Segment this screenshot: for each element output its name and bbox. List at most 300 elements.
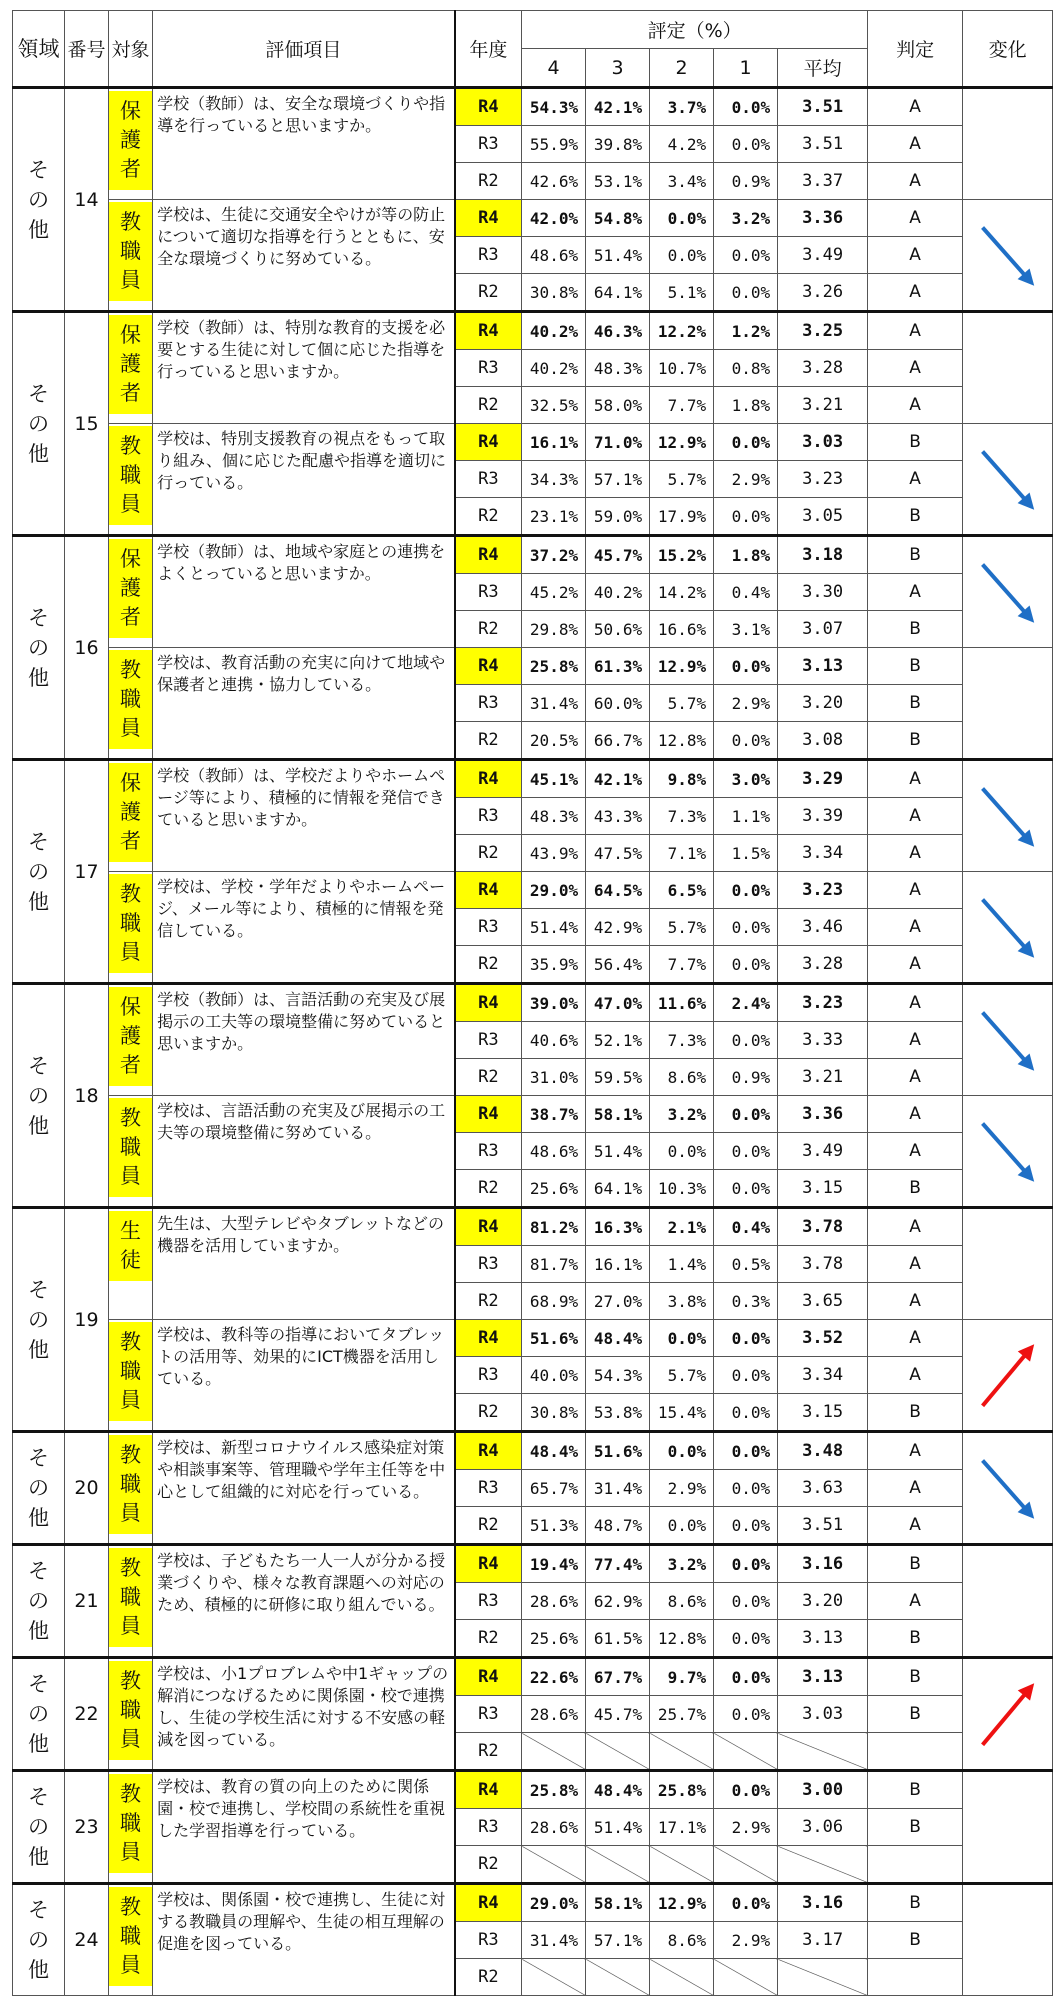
year-cell: R2 [455, 835, 522, 872]
rating-1-cell: 0.9% [714, 163, 778, 200]
header-item: 評価項目 [153, 11, 455, 88]
rating-3-cell: 60.0% [586, 685, 650, 722]
arrow-down-icon [963, 424, 1052, 534]
average-cell: 3.26 [778, 274, 868, 312]
year-cell: R4 [455, 1208, 522, 1246]
rating-3-cell-empty [586, 1959, 650, 1996]
rating-4-cell-empty [522, 1959, 586, 1996]
rating-4-cell: 81.2% [522, 1208, 586, 1246]
rating-2-cell: 3.8% [650, 1283, 714, 1320]
judgement-cell: B [868, 1620, 963, 1658]
header-year: 年度 [455, 11, 522, 88]
evaluation-table-wrapper [12, 10, 1053, 1996]
judgement-cell: A [868, 760, 963, 798]
judgement-cell: A [868, 461, 963, 498]
evaluation-item-text: 学校は、教育の質の向上のために関係園・校で連携し、学校間の系統性を重視した学習指導を行っている。 [153, 1771, 455, 1884]
item-number: 18 [65, 984, 109, 1208]
evaluation-item-text: 学校は、教育活動の充実に向けて地域や保護者と連携・協力している。 [153, 648, 455, 760]
item-number: 19 [65, 1208, 109, 1432]
rating-3-cell: 42.9% [586, 909, 650, 946]
judgement-cell: A [868, 274, 963, 312]
evaluation-table [12, 10, 1053, 1996]
rating-4-cell: 37.2% [522, 536, 586, 574]
rating-2-cell: 5.7% [650, 685, 714, 722]
rating-3-cell: 66.7% [586, 722, 650, 760]
rating-4-cell: 35.9% [522, 946, 586, 984]
rating-1-cell-empty [714, 1733, 778, 1771]
rating-1-cell: 3.1% [714, 611, 778, 648]
arrow-down-icon [963, 985, 1052, 1095]
change-cell [963, 536, 1053, 648]
area-cell [13, 1432, 65, 1545]
rating-3-cell: 53.8% [586, 1394, 650, 1432]
rating-2-cell: 5.7% [650, 461, 714, 498]
rating-3-cell: 58.0% [586, 387, 650, 424]
judgement-cell: A [868, 237, 963, 274]
rating-2-cell: 2.1% [650, 1208, 714, 1246]
rating-1-cell: 2.9% [714, 461, 778, 498]
evaluation-item-text: 学校（教師）は、特別な教育的支援を必要とする生徒に対して個に応じた指導を行っていると思いますか。 [153, 312, 455, 424]
rating-3-cell: 59.5% [586, 1059, 650, 1096]
judgement-cell: A [868, 1059, 963, 1096]
rating-1-cell: 0.0% [714, 872, 778, 909]
rating-1-cell-empty [714, 1846, 778, 1884]
change-cell [963, 88, 1053, 200]
evaluation-item-text: 学校は、学校・学年だよりやホームページ、メール等により、積極的に情報を発信している。 [153, 872, 455, 984]
rating-4-cell: 39.0% [522, 984, 586, 1022]
table-row [13, 1658, 1053, 1696]
average-cell: 3.13 [778, 648, 868, 685]
rating-4-cell: 55.9% [522, 126, 586, 163]
arrow-shaft [983, 1461, 1028, 1512]
evaluation-item-text: 学校（教師）は、地域や家庭との連携をよくとっていると思いますか。 [153, 536, 455, 648]
year-cell: R3 [455, 685, 522, 722]
average-cell: 3.51 [778, 88, 868, 126]
year-cell: R4 [455, 760, 522, 798]
header-rating-4: 4 [522, 49, 586, 88]
area-label: その他 [28, 1053, 49, 1138]
rating-2-cell: 2.9% [650, 1470, 714, 1507]
arrow-shaft [983, 452, 1028, 503]
year-cell: R3 [455, 461, 522, 498]
year-cell: R2 [455, 1394, 522, 1432]
year-cell: R3 [455, 1809, 522, 1846]
judgement-cell: A [868, 126, 963, 163]
target-cell [109, 536, 153, 648]
year-cell: R2 [455, 274, 522, 312]
rating-4-cell: 51.3% [522, 1507, 586, 1545]
year-cell: R3 [455, 126, 522, 163]
rating-2-cell: 7.7% [650, 387, 714, 424]
rating-4-cell: 22.6% [522, 1658, 586, 1696]
average-cell: 3.28 [778, 946, 868, 984]
rating-1-cell: 0.3% [714, 1283, 778, 1320]
area-cell [13, 1208, 65, 1432]
rating-4-cell: 45.1% [522, 760, 586, 798]
rating-4-cell: 28.6% [522, 1809, 586, 1846]
target-label: 保護者 [109, 315, 152, 414]
arrow-shaft [983, 1352, 1028, 1406]
rating-1-cell: 0.4% [714, 1208, 778, 1246]
arrow-shaft [983, 1013, 1028, 1064]
judgement-cell: A [868, 1283, 963, 1320]
judgement-cell: A [868, 200, 963, 237]
rating-2-cell: 15.2% [650, 536, 714, 574]
rating-4-cell: 29.0% [522, 1884, 586, 1922]
year-cell: R4 [455, 984, 522, 1022]
year-cell: R4 [455, 872, 522, 909]
rating-3-cell: 16.1% [586, 1246, 650, 1283]
target-label: 教職員 [109, 1887, 152, 1986]
change-cell [963, 1208, 1053, 1320]
target-cell [109, 1545, 153, 1658]
average-cell: 3.36 [778, 200, 868, 237]
judgement-cell: A [868, 1357, 963, 1394]
judgement-cell: A [868, 1470, 963, 1507]
rating-1-cell: 0.0% [714, 424, 778, 461]
header-area: 領域 [13, 11, 65, 88]
judgement-cell: B [868, 722, 963, 760]
area-label: その他 [28, 1785, 49, 1869]
rating-4-cell: 31.4% [522, 685, 586, 722]
rating-3-cell: 27.0% [586, 1283, 650, 1320]
rating-1-cell: 1.8% [714, 387, 778, 424]
target-label: 教職員 [109, 426, 152, 525]
rating-2-cell: 10.7% [650, 350, 714, 387]
rating-2-cell: 25.8% [650, 1771, 714, 1809]
change-cell [963, 424, 1053, 536]
rating-2-cell: 8.6% [650, 1922, 714, 1959]
average-cell: 3.03 [778, 1696, 868, 1733]
rating-2-cell: 7.1% [650, 835, 714, 872]
average-cell: 3.07 [778, 611, 868, 648]
evaluation-item-text: 先生は、大型テレビやタブレットなどの機器を活用していますか。 [153, 1208, 455, 1320]
year-cell: R3 [455, 350, 522, 387]
rating-2-cell: 12.9% [650, 1884, 714, 1922]
judgement-cell-empty [868, 1733, 963, 1771]
evaluation-item-text: 学校は、特別支援教育の視点をもって取り組み、個に応じた配慮や指導を適切に行っている。 [153, 424, 455, 536]
table-row [13, 1545, 1053, 1583]
table-row [13, 536, 1053, 574]
rating-1-cell: 0.0% [714, 274, 778, 312]
evaluation-item-text: 学校（教師）は、学校だよりやホームページ等により、積極的に情報を発信できていると思いますか。 [153, 760, 455, 872]
year-cell: R2 [455, 1846, 522, 1884]
rating-4-cell: 20.5% [522, 722, 586, 760]
rating-1-cell: 0.0% [714, 1696, 778, 1733]
rating-3-cell-empty [586, 1733, 650, 1771]
rating-3-cell: 56.4% [586, 946, 650, 984]
rating-2-cell: 5.7% [650, 1357, 714, 1394]
rating-1-cell: 0.0% [714, 1620, 778, 1658]
target-label: 教職員 [109, 1322, 152, 1421]
rating-2-cell: 8.6% [650, 1059, 714, 1096]
rating-2-cell: 7.7% [650, 946, 714, 984]
table-row [13, 648, 1053, 685]
change-cell [963, 200, 1053, 312]
item-number: 23 [65, 1771, 109, 1884]
judgement-cell: A [868, 835, 963, 872]
rating-1-cell: 2.9% [714, 685, 778, 722]
rating-2-cell: 9.7% [650, 1658, 714, 1696]
rating-1-cell: 0.0% [714, 498, 778, 536]
rating-2-cell-empty [650, 1733, 714, 1771]
judgement-cell: B [868, 685, 963, 722]
rating-3-cell: 39.8% [586, 126, 650, 163]
rating-4-cell: 29.0% [522, 872, 586, 909]
judgement-cell: A [868, 1320, 963, 1357]
header-judgement: 判定 [868, 11, 963, 88]
year-cell: R3 [455, 237, 522, 274]
area-cell [13, 1771, 65, 1884]
judgement-cell: B [868, 1696, 963, 1733]
arrow-shaft [983, 1124, 1028, 1175]
rating-4-cell: 38.7% [522, 1096, 586, 1133]
rating-3-cell: 40.2% [586, 574, 650, 611]
target-label: 教職員 [109, 1774, 152, 1873]
year-cell: R2 [455, 611, 522, 648]
table-row [13, 1096, 1053, 1133]
average-cell: 3.65 [778, 1283, 868, 1320]
rating-2-cell: 12.2% [650, 312, 714, 350]
rating-4-cell: 34.3% [522, 461, 586, 498]
table-row [13, 1208, 1053, 1246]
area-cell [13, 1545, 65, 1658]
rating-4-cell: 31.4% [522, 1922, 586, 1959]
rating-4-cell: 25.6% [522, 1620, 586, 1658]
area-cell [13, 984, 65, 1208]
evaluation-item-text: 学校は、関係園・校で連携し、生徒に対する教職員の理解や、生徒の相互理解の促進を図っている。 [153, 1884, 455, 1996]
judgement-cell: B [868, 498, 963, 536]
rating-3-cell: 48.7% [586, 1507, 650, 1545]
rating-1-cell: 0.0% [714, 1545, 778, 1583]
target-label: 教職員 [109, 1548, 152, 1647]
arrow-up-icon [963, 1320, 1052, 1430]
rating-3-cell: 45.7% [586, 536, 650, 574]
rating-4-cell-empty [522, 1846, 586, 1884]
rating-1-cell: 1.1% [714, 798, 778, 835]
rating-3-cell: 47.0% [586, 984, 650, 1022]
arrow-down-icon [963, 761, 1052, 871]
rating-3-cell: 77.4% [586, 1545, 650, 1583]
header-rating: 評定（%） [522, 11, 868, 49]
average-cell: 3.18 [778, 536, 868, 574]
rating-2-cell: 5.7% [650, 909, 714, 946]
rating-3-cell: 42.1% [586, 88, 650, 126]
rating-3-cell-empty [586, 1846, 650, 1884]
average-cell: 3.21 [778, 1059, 868, 1096]
judgement-cell: B [868, 1394, 963, 1432]
rating-3-cell: 51.4% [586, 1809, 650, 1846]
change-cell [963, 1884, 1053, 1996]
rating-3-cell: 54.8% [586, 200, 650, 237]
target-label: 保護者 [109, 91, 152, 190]
year-cell: R4 [455, 200, 522, 237]
rating-2-cell: 12.8% [650, 722, 714, 760]
evaluation-item-text: 学校（教師）は、言語活動の充実及び展掲示の工夫等の環境整備に努めていると思いますか。 [153, 984, 455, 1096]
area-cell [13, 1658, 65, 1771]
judgement-cell: A [868, 946, 963, 984]
target-label: 教職員 [109, 1435, 152, 1534]
average-cell-empty [778, 1846, 868, 1884]
judgement-cell: A [868, 574, 963, 611]
year-cell: R4 [455, 1320, 522, 1357]
rating-2-cell: 14.2% [650, 574, 714, 611]
change-cell [963, 1432, 1053, 1545]
judgement-cell: B [868, 424, 963, 461]
item-number: 24 [65, 1884, 109, 1996]
rating-3-cell: 48.4% [586, 1771, 650, 1809]
year-cell: R3 [455, 1696, 522, 1733]
rating-2-cell: 0.0% [650, 237, 714, 274]
rating-3-cell: 62.9% [586, 1583, 650, 1620]
year-cell: R4 [455, 312, 522, 350]
rating-4-cell: 28.6% [522, 1696, 586, 1733]
rating-4-cell: 30.8% [522, 274, 586, 312]
rating-2-cell: 0.0% [650, 200, 714, 237]
target-label: 保護者 [109, 987, 152, 1086]
average-cell: 3.15 [778, 1394, 868, 1432]
average-cell: 3.51 [778, 1507, 868, 1545]
target-cell [109, 984, 153, 1096]
rating-2-cell: 0.0% [650, 1320, 714, 1357]
rating-2-cell: 7.3% [650, 798, 714, 835]
year-cell: R2 [455, 1507, 522, 1545]
year-cell: R3 [455, 1133, 522, 1170]
rating-3-cell: 58.1% [586, 1096, 650, 1133]
average-cell: 3.36 [778, 1096, 868, 1133]
judgement-cell: A [868, 1246, 963, 1283]
year-cell: R2 [455, 1959, 522, 1996]
area-label: その他 [28, 1898, 49, 1982]
target-label: 教職員 [109, 1661, 152, 1760]
rating-4-cell: 51.4% [522, 909, 586, 946]
rating-1-cell: 0.0% [714, 1320, 778, 1357]
rating-3-cell: 59.0% [586, 498, 650, 536]
item-number: 14 [65, 88, 109, 312]
year-cell: R4 [455, 88, 522, 126]
rating-3-cell: 46.3% [586, 312, 650, 350]
table-row [13, 88, 1053, 126]
rating-3-cell: 48.4% [586, 1320, 650, 1357]
rating-1-cell: 0.0% [714, 1096, 778, 1133]
rating-1-cell: 0.0% [714, 1022, 778, 1059]
rating-3-cell: 16.3% [586, 1208, 650, 1246]
average-cell: 3.08 [778, 722, 868, 760]
item-number: 22 [65, 1658, 109, 1771]
average-cell: 3.63 [778, 1470, 868, 1507]
judgement-cell: B [868, 1658, 963, 1696]
change-cell [963, 648, 1053, 760]
rating-1-cell: 2.9% [714, 1922, 778, 1959]
average-cell: 3.37 [778, 163, 868, 200]
rating-4-cell: 16.1% [522, 424, 586, 461]
area-cell [13, 536, 65, 760]
judgement-cell-empty [868, 1959, 963, 1996]
target-label: 教職員 [109, 650, 152, 749]
rating-2-cell: 6.5% [650, 872, 714, 909]
average-cell: 3.17 [778, 1922, 868, 1959]
year-cell: R3 [455, 1583, 522, 1620]
rating-1-cell: 0.0% [714, 1357, 778, 1394]
arrow-up-icon [963, 1659, 1052, 1769]
target-cell [109, 1432, 153, 1545]
year-cell: R2 [455, 1059, 522, 1096]
average-cell: 3.46 [778, 909, 868, 946]
header-rating-1: 1 [714, 49, 778, 88]
arrow-down-icon [963, 200, 1052, 310]
rating-1-cell: 0.0% [714, 946, 778, 984]
rating-4-cell: 25.6% [522, 1170, 586, 1208]
rating-1-cell: 2.4% [714, 984, 778, 1022]
target-cell [109, 648, 153, 760]
rating-2-cell: 17.1% [650, 1809, 714, 1846]
target-label: 教職員 [109, 202, 152, 301]
year-cell: R4 [455, 424, 522, 461]
evaluation-item-text: 学校は、教科等の指導においてタブレットの活用等、効果的にICT機器を活用している。 [153, 1320, 455, 1432]
judgement-cell: A [868, 1432, 963, 1470]
average-cell: 3.29 [778, 760, 868, 798]
judgement-cell: B [868, 1170, 963, 1208]
rating-4-cell: 51.6% [522, 1320, 586, 1357]
judgement-cell-empty [868, 1846, 963, 1884]
rating-4-cell: 32.5% [522, 387, 586, 424]
rating-4-cell: 30.8% [522, 1394, 586, 1432]
judgement-cell: B [868, 1922, 963, 1959]
rating-3-cell: 51.4% [586, 237, 650, 274]
rating-2-cell: 0.0% [650, 1507, 714, 1545]
evaluation-item-text: 学校は、新型コロナウイルス感染症対策や相談事案等、管理職や学年主任等を中心として組織的に対応を行っている。 [153, 1432, 455, 1545]
evaluation-item-text: 学校は、子どもたち一人一人が分かる授業づくりや、様々な教育課題への対応のため、積極的に研修に取り組んでいる。 [153, 1545, 455, 1658]
area-label: その他 [28, 157, 49, 242]
judgement-cell: A [868, 1022, 963, 1059]
arrow-shaft [983, 900, 1028, 951]
area-label: その他 [28, 1672, 49, 1756]
rating-4-cell: 28.6% [522, 1583, 586, 1620]
average-cell: 3.25 [778, 312, 868, 350]
year-cell: R3 [455, 1022, 522, 1059]
evaluation-table-body [13, 88, 1053, 1996]
area-label: その他 [28, 829, 49, 914]
rating-3-cell: 53.1% [586, 163, 650, 200]
year-cell: R2 [455, 1620, 522, 1658]
rating-4-cell: 48.3% [522, 798, 586, 835]
change-cell [963, 1320, 1053, 1432]
area-cell [13, 1884, 65, 1996]
table-row [13, 1884, 1053, 1922]
average-cell-empty [778, 1959, 868, 1996]
area-label: その他 [28, 605, 49, 690]
year-cell: R3 [455, 574, 522, 611]
judgement-cell: A [868, 1208, 963, 1246]
target-label: 保護者 [109, 539, 152, 638]
evaluation-item-text: 学校は、小1プロブレムや中1ギャップの解消につなげるために関係園・校で連携し、生徒の学校生活に対する不安感の軽減を図っている。 [153, 1658, 455, 1771]
target-cell [109, 200, 153, 312]
judgement-cell: A [868, 312, 963, 350]
year-cell: R4 [455, 1771, 522, 1809]
year-cell: R2 [455, 1733, 522, 1771]
change-cell [963, 1658, 1053, 1771]
average-cell: 3.13 [778, 1658, 868, 1696]
target-label: 教職員 [109, 1098, 152, 1197]
rating-2-cell: 12.9% [650, 424, 714, 461]
year-cell: R2 [455, 1283, 522, 1320]
rating-4-cell: 40.0% [522, 1357, 586, 1394]
year-cell: R4 [455, 1658, 522, 1696]
rating-1-cell: 0.0% [714, 126, 778, 163]
average-cell: 3.52 [778, 1320, 868, 1357]
rating-2-cell-empty [650, 1846, 714, 1884]
average-cell-empty [778, 1733, 868, 1771]
